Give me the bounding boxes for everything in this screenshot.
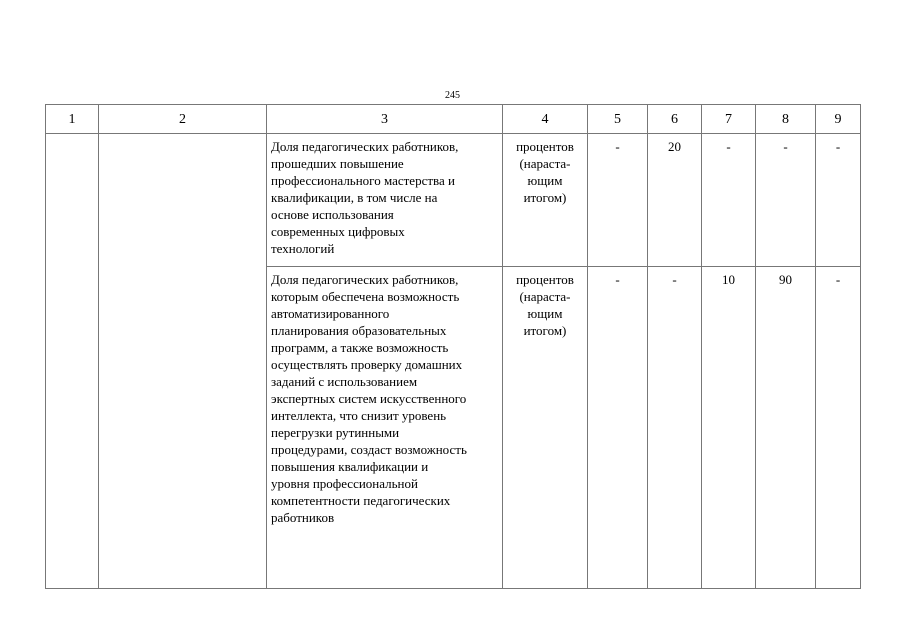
- indicator-description: [267, 267, 503, 589]
- header-col-5: 5: [588, 105, 648, 134]
- unit-line: процентов: [516, 272, 574, 287]
- header-col-6: 6: [648, 105, 702, 134]
- description-line: автоматизированного: [271, 306, 390, 321]
- value-col-9: -: [816, 267, 861, 589]
- description-line: квалификации, в том числе на: [271, 190, 438, 205]
- description-line: Доля педагогических работников,: [271, 139, 459, 154]
- unit-of-measure: [503, 267, 588, 589]
- description-line: заданий с использованием: [271, 374, 418, 389]
- description-line: работников: [271, 510, 335, 525]
- description-line: прошедших повышение: [271, 156, 404, 171]
- description-line: планирования образовательных: [271, 323, 447, 338]
- value-col-8: 90: [756, 267, 816, 589]
- unit-line: ющим: [527, 173, 563, 188]
- description-line: повышения квалификации и: [271, 459, 429, 474]
- value-col-7: 10: [702, 267, 756, 589]
- unit-line: итогом): [523, 190, 567, 205]
- value-col-6: 20: [648, 134, 702, 267]
- description-line: интеллекта, что снизит уровень: [271, 408, 447, 423]
- header-col-2: 2: [99, 105, 267, 134]
- description-line: технологий: [271, 241, 335, 256]
- header-col-3: 3: [267, 105, 503, 134]
- unit-of-measure: [503, 134, 588, 267]
- unit-line: итогом): [523, 323, 567, 338]
- header-col-1: 1: [46, 105, 99, 134]
- description-line: экспертных систем искусственного: [271, 391, 467, 406]
- value-col-7: -: [702, 134, 756, 267]
- description-line: которым обеспечена возможность: [271, 289, 460, 304]
- header-col-8: 8: [756, 105, 816, 134]
- description-line: основе использования: [271, 207, 394, 222]
- unit-line: (нараста-: [519, 289, 571, 304]
- header-col-7: 7: [702, 105, 756, 134]
- unit-line: (нараста-: [519, 156, 571, 171]
- unit-line: процентов: [516, 139, 574, 154]
- description-line: программ, а также возможность: [271, 340, 449, 355]
- description-line: профессионального мастерства и: [271, 173, 455, 188]
- description-line: перегрузки рутинными: [271, 425, 400, 440]
- value-col-9: -: [816, 134, 861, 267]
- indicator-description: [267, 134, 503, 267]
- column-number-header-row: [46, 105, 861, 134]
- table-row: [46, 134, 861, 267]
- description-line: осуществлять проверку домашних: [271, 357, 463, 372]
- value-col-8: -: [756, 134, 816, 267]
- indicators-table: [45, 104, 861, 589]
- value-col-6: -: [648, 267, 702, 589]
- header-col-9: 9: [816, 105, 861, 134]
- cell-col-2-merged: [99, 134, 267, 589]
- cell-col-1-merged: [46, 134, 99, 589]
- page-number: 245: [445, 90, 460, 101]
- value-col-5: -: [588, 134, 648, 267]
- description-line: Доля педагогических работников,: [271, 272, 459, 287]
- value-col-5: -: [588, 267, 648, 589]
- description-line: современных цифровых: [271, 224, 405, 239]
- description-line: компетентности педагогических: [271, 493, 451, 508]
- header-col-4: 4: [503, 105, 588, 134]
- description-line: процедурами, создаст возможность: [271, 442, 467, 457]
- unit-line: ющим: [527, 306, 563, 321]
- description-line: уровня профессиональной: [271, 476, 418, 491]
